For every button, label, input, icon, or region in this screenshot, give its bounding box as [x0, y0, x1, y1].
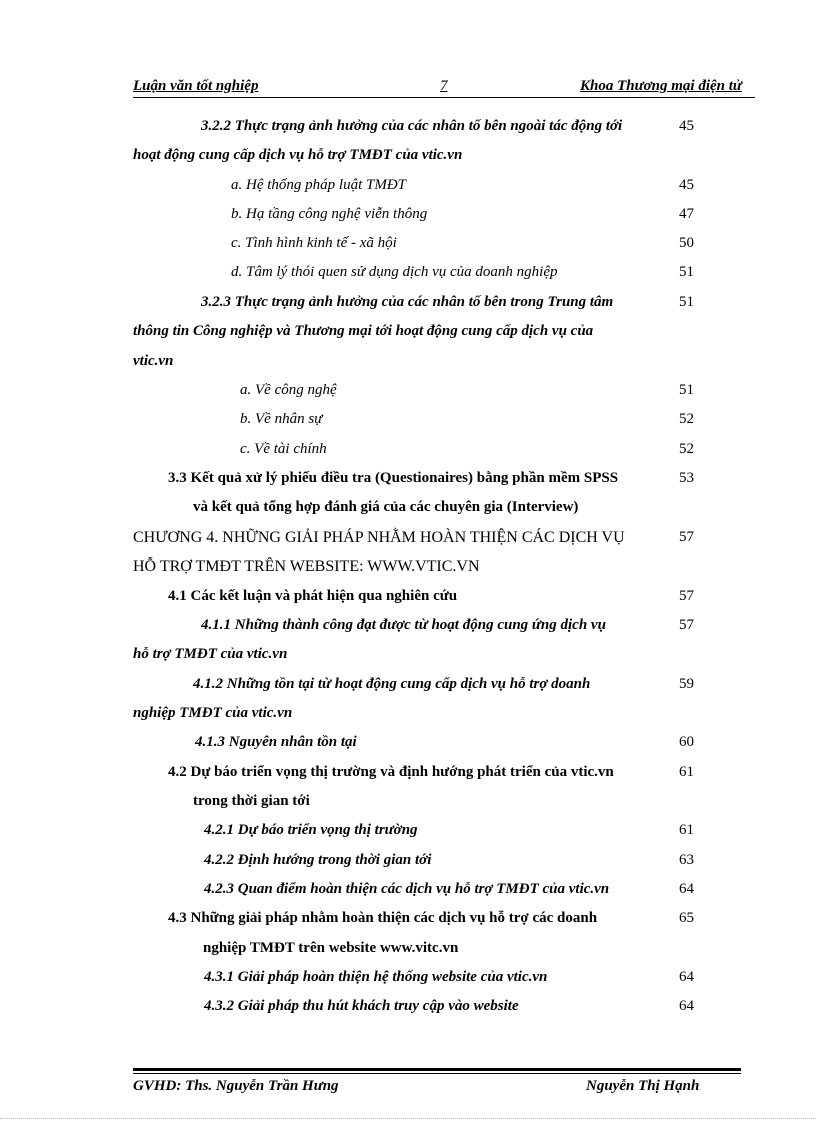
toc-entry-line: c. Tình hình kinh tế - xã hội [231, 235, 397, 251]
toc-page-number: 51 [679, 382, 694, 398]
toc-entry-line: hỗ trợ TMĐT của vtic.vn [133, 646, 288, 662]
toc-page-number: 50 [679, 235, 694, 251]
toc-entry-line: 4.2.1 Dự báo triển vọng thị trường [204, 822, 418, 838]
toc-entry-line: và kết quả tổng hợp đánh giá của các chuyên gia (Interview) [193, 499, 579, 515]
toc-page-number: 52 [679, 441, 694, 457]
toc-entry-line: trong thời gian tới [193, 793, 310, 809]
toc-page-number: 57 [679, 617, 694, 633]
toc-entry-line: 4.3.2 Giải pháp thu hút khách truy cập vào website [204, 998, 519, 1014]
toc-page-number: 45 [679, 118, 694, 134]
toc-entry-line: a. Về công nghệ [240, 382, 337, 398]
toc-entry-line: 4.2 Dự báo triển vọng thị trường và định hướng phát triển của vtic.vn [168, 764, 614, 780]
footer-rule-thin [133, 1073, 741, 1074]
toc-entry-line: a. Hệ thống pháp luật TMĐT [231, 177, 407, 193]
toc-page-number: 51 [679, 294, 694, 310]
toc-entry-line: d. Tâm lý thói quen sử dụng dịch vụ của doanh nghiệp [231, 264, 558, 280]
header-left: Luận văn tốt nghiệp [133, 78, 259, 94]
toc-page-number: 53 [679, 470, 694, 486]
toc-page-number: 64 [679, 881, 694, 897]
toc-entry-line: 3.2.2 Thực trạng ảnh hưởng của các nhân tố bên ngoài tác động tới [201, 118, 623, 134]
header-right: Khoa Thương mại điện tử [580, 78, 742, 94]
toc-page-number: 47 [679, 206, 694, 222]
toc-page-number: 51 [679, 264, 694, 280]
toc-entry-line: thông tin Công nghiệp và Thương mại tới hoạt động cung cấp dịch vụ của [133, 323, 594, 339]
toc-entry-line: hoạt động cung cấp dịch vụ hỗ trợ TMĐT của vtic.vn [133, 147, 463, 163]
toc-entry-line: vtic.vn [133, 353, 174, 369]
page-edge [0, 1118, 816, 1119]
toc-page-number: 61 [679, 822, 694, 838]
toc-entry-line: CHƯƠNG 4. NHỮNG GIẢI PHÁP NHẰM HOÀN THIỆN CÁC DỊCH VỤ [133, 529, 625, 546]
toc-page-number: 61 [679, 764, 694, 780]
toc-page-number: 45 [679, 177, 694, 193]
toc-page-number: 59 [679, 676, 694, 692]
toc-page-number: 52 [679, 411, 694, 427]
toc-entry-line: b. Hạ tầng công nghệ viễn thông [231, 206, 428, 222]
toc-entry-line: b. Về nhân sự [240, 411, 323, 427]
toc-entry-line: 4.1.1 Những thành công đạt được từ hoạt động cung ứng dịch vụ [201, 617, 606, 633]
toc-entry-line: HỖ TRỢ TMĐT TRÊN WEBSITE: WWW.VTIC.VN [133, 558, 480, 575]
footer-right: Nguyễn Thị Hạnh [586, 1078, 700, 1094]
header-page-number: 7 [440, 78, 448, 94]
toc-page-number: 65 [679, 910, 694, 926]
toc-entry-line: nghiệp TMĐT của vtic.vn [133, 705, 293, 721]
toc-page-number: 63 [679, 852, 694, 868]
toc-entry-line: nghiệp TMĐT trên website www.vitc.vn [203, 940, 459, 956]
toc-page-number: 57 [679, 588, 694, 604]
toc-entry-line: 4.1.2 Những tồn tại từ hoạt động cung cấp dịch vụ hỗ trợ doanh [193, 676, 591, 692]
footer-rule [133, 1068, 741, 1071]
toc-entry-line: c. Về tài chính [240, 441, 327, 457]
toc-page-number: 60 [679, 734, 694, 750]
toc-page-number: 64 [679, 969, 694, 985]
toc-entry-line: 4.2.3 Quan điểm hoàn thiện các dịch vụ hỗ trợ TMĐT của vtic.vn [204, 881, 610, 897]
header-rule [133, 97, 755, 98]
toc-entry-line: 4.3 Những giải pháp nhằm hoàn thiện các dịch vụ hỗ trợ các doanh [168, 910, 598, 926]
toc-page-number: 64 [679, 998, 694, 1014]
toc-entry-line: 4.2.2 Định hướng trong thời gian tới [204, 852, 432, 868]
toc-entry-line: 3.3 Kết quả xử lý phiếu điều tra (Questionaires) bằng phần mềm SPSS [168, 470, 619, 486]
toc-entry-line: 4.1 Các kết luận và phát hiện qua nghiên cứu [168, 588, 458, 604]
footer-left: GVHD: Ths. Nguyễn Trần Hưng [133, 1078, 339, 1094]
toc-entry-line: 4.3.1 Giải pháp hoàn thiện hệ thống website của vtic.vn [204, 969, 548, 985]
toc-entry-line: 3.2.3 Thực trạng ảnh hưởng của các nhân tố bên trong Trung tâm [201, 294, 614, 310]
toc-page-number: 57 [679, 529, 694, 545]
toc-entry-line: 4.1.3 Nguyên nhân tồn tại [195, 734, 357, 750]
